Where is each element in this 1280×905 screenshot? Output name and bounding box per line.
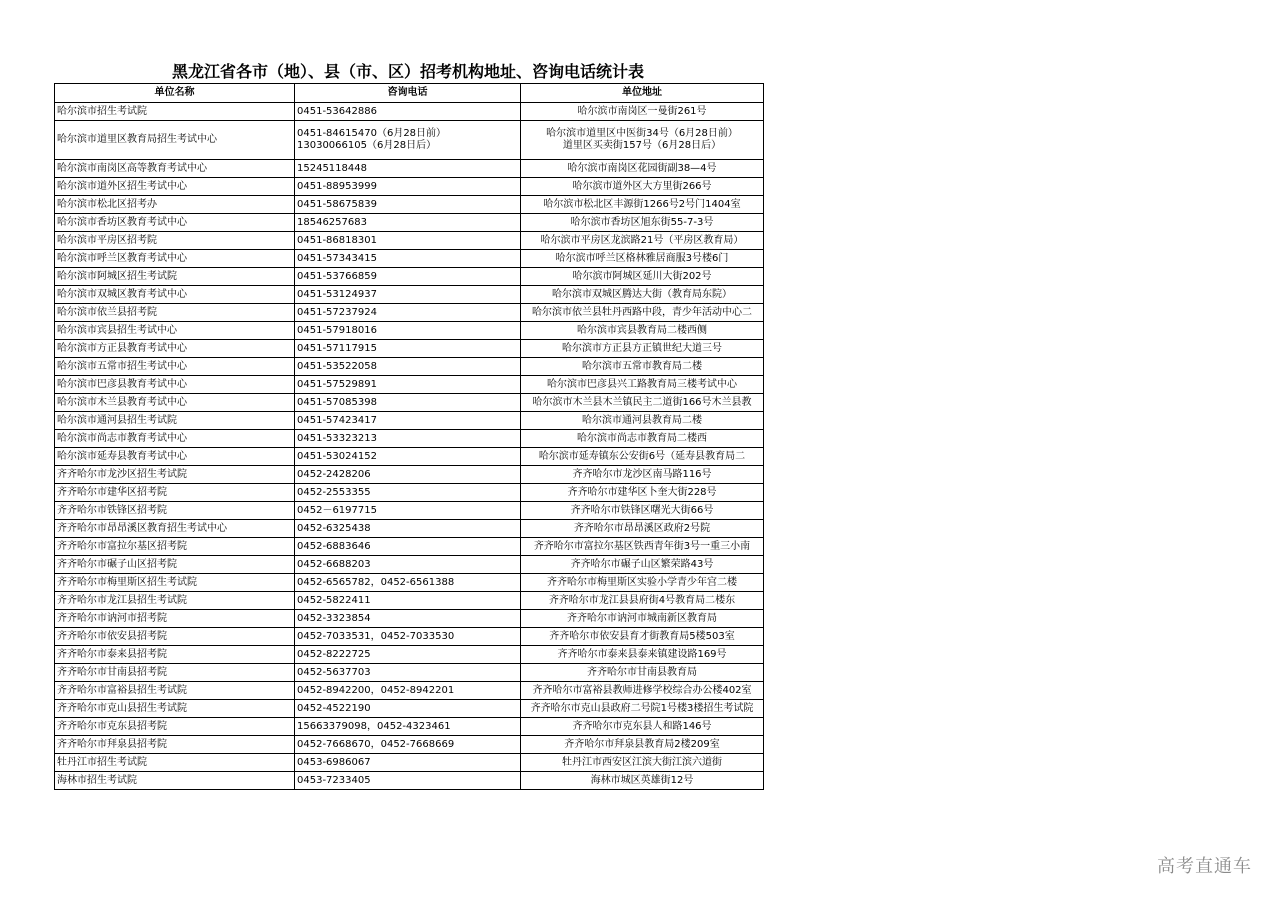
phone-cell: 15663379098，0452-4323461	[295, 718, 521, 736]
address-cell: 齐齐哈尔市龙江县县府街4号教育局二楼东	[521, 592, 764, 610]
unit-name-cell: 齐齐哈尔市甘南县招考院	[55, 664, 295, 682]
phone-cell: 0451-53642886	[295, 103, 521, 121]
address-cell: 哈尔滨市平房区龙滨路21号（平房区教育局）	[521, 232, 764, 250]
table-row	[55, 286, 764, 304]
unit-name-cell: 齐齐哈尔市富拉尔基区招考院	[55, 538, 295, 556]
unit-name-cell: 哈尔滨市道外区招生考试中心	[55, 178, 295, 196]
address-cell: 哈尔滨市宾县教育局二楼西侧	[521, 322, 764, 340]
address-cell: 海林市城区英雄街12号	[521, 772, 764, 790]
table-row	[55, 250, 764, 268]
table-row	[55, 574, 764, 592]
address-cell: 齐齐哈尔市梅里斯区实验小学青少年宫二楼	[521, 574, 764, 592]
phone-cell: 0452-3323854	[295, 610, 521, 628]
unit-name-cell: 齐齐哈尔市依安县招考院	[55, 628, 295, 646]
phone-cell: 0451-57423417	[295, 412, 521, 430]
header-unit-name: 单位名称	[55, 84, 295, 103]
unit-name-cell: 齐齐哈尔市昂昂溪区教育招生考试中心	[55, 520, 295, 538]
phone-cell: 0452-6325438	[295, 520, 521, 538]
unit-name-cell: 哈尔滨市松北区招考办	[55, 196, 295, 214]
table-row	[55, 394, 764, 412]
phone-cell: 0452-2553355	[295, 484, 521, 502]
unit-name-cell: 哈尔滨市道里区教育局招生考试中心	[55, 121, 295, 160]
address-cell: 齐齐哈尔市泰来县泰来镇建设路169号	[521, 646, 764, 664]
unit-name-cell: 哈尔滨市木兰县教育考试中心	[55, 394, 295, 412]
address-cell: 齐齐哈尔市讷河市城南新区教育局	[521, 610, 764, 628]
unit-name-cell: 齐齐哈尔市克东县招考院	[55, 718, 295, 736]
address-cell: 哈尔滨市南岗区花园街副38—4号	[521, 160, 764, 178]
address-cell: 齐齐哈尔市建华区卜奎大街228号	[521, 484, 764, 502]
unit-name-cell: 齐齐哈尔市建华区招考院	[55, 484, 295, 502]
address-cell: 哈尔滨市木兰县木兰镇民主二道街166号木兰县教	[521, 394, 764, 412]
phone-cell: 0451-57085398	[295, 394, 521, 412]
unit-name-cell: 齐齐哈尔市龙江县招生考试院	[55, 592, 295, 610]
unit-name-cell: 齐齐哈尔市泰来县招考院	[55, 646, 295, 664]
header-phone: 咨询电话	[295, 84, 521, 103]
address-cell: 哈尔滨市南岗区一曼街261号	[521, 103, 764, 121]
unit-name-cell: 哈尔滨市双城区教育考试中心	[55, 286, 295, 304]
table-row	[55, 196, 764, 214]
unit-name-cell: 海林市招生考试院	[55, 772, 295, 790]
phone-cell: 0451-84615470（6月28日前） 13030066105（6月28日后）	[295, 121, 521, 160]
table-body	[55, 103, 764, 790]
table-row	[55, 358, 764, 376]
address-cell: 齐齐哈尔市甘南县教育局	[521, 664, 764, 682]
unit-name-cell: 哈尔滨市五常市招生考试中心	[55, 358, 295, 376]
table-row	[55, 664, 764, 682]
phone-cell: 0452-7668670，0452-7668669	[295, 736, 521, 754]
table-row	[55, 556, 764, 574]
table-row	[55, 610, 764, 628]
unit-name-cell: 哈尔滨市尚志市教育考试中心	[55, 430, 295, 448]
table-row	[55, 304, 764, 322]
phone-cell: 0452-6565782，0452-6561388	[295, 574, 521, 592]
unit-name-cell: 哈尔滨市平房区招考院	[55, 232, 295, 250]
phone-cell: 0452－6197715	[295, 502, 521, 520]
address-cell: 哈尔滨市香坊区旭东街55-7-3号	[521, 214, 764, 232]
address-cell: 齐齐哈尔市碾子山区繁荣路43号	[521, 556, 764, 574]
table-row	[55, 520, 764, 538]
table-row	[55, 448, 764, 466]
table-row	[55, 232, 764, 250]
address-cell: 哈尔滨市五常市教育局二楼	[521, 358, 764, 376]
address-cell: 齐齐哈尔市富裕县教师进修学校综合办公楼402室	[521, 682, 764, 700]
header-address: 单位地址	[521, 84, 764, 103]
table-row	[55, 502, 764, 520]
table-row	[55, 718, 764, 736]
table-row	[55, 412, 764, 430]
phone-cell: 0452-7033531，0452-7033530	[295, 628, 521, 646]
phone-cell: 0451-57529891	[295, 376, 521, 394]
phone-cell: 0453-7233405	[295, 772, 521, 790]
address-cell: 牡丹江市西安区江滨大街江滨六道街	[521, 754, 764, 772]
unit-name-cell: 齐齐哈尔市龙沙区招生考试院	[55, 466, 295, 484]
table-row	[55, 628, 764, 646]
address-cell: 哈尔滨市延寿镇东公安街6号（延寿县教育局二	[521, 448, 764, 466]
address-cell: 齐齐哈尔市铁锋区曙光大街66号	[521, 502, 764, 520]
phone-cell: 0452-5822411	[295, 592, 521, 610]
table-row	[55, 538, 764, 556]
table-row	[55, 268, 764, 286]
table-header-row	[55, 84, 764, 103]
table-row	[55, 736, 764, 754]
phone-cell: 0452-6883646	[295, 538, 521, 556]
table-row	[55, 376, 764, 394]
unit-name-cell: 哈尔滨市宾县招生考试中心	[55, 322, 295, 340]
document-title: 黑龙江省各市（地）、县（市、区）招考机构地址、咨询电话统计表	[171, 62, 644, 81]
address-cell: 哈尔滨市依兰县牡丹西路中段，青少年活动中心二	[521, 304, 764, 322]
unit-name-cell: 齐齐哈尔市克山县招生考试院	[55, 700, 295, 718]
unit-name-cell: 齐齐哈尔市拜泉县招考院	[55, 736, 295, 754]
unit-name-cell: 齐齐哈尔市碾子山区招考院	[55, 556, 295, 574]
phone-cell: 0452-2428206	[295, 466, 521, 484]
address-cell: 齐齐哈尔市富拉尔基区铁西青年街3号一重三小南	[521, 538, 764, 556]
unit-name-cell: 齐齐哈尔市讷河市招考院	[55, 610, 295, 628]
address-cell: 哈尔滨市双城区腾达大街（教育局东院）	[521, 286, 764, 304]
address-cell: 哈尔滨市阿城区延川大街202号	[521, 268, 764, 286]
table-row	[55, 466, 764, 484]
unit-name-cell: 哈尔滨市通河县招生考试院	[55, 412, 295, 430]
address-cell: 哈尔滨市呼兰区格林雅居商服3号楼6门	[521, 250, 764, 268]
phone-cell: 0451-57237924	[295, 304, 521, 322]
table-row	[55, 592, 764, 610]
address-cell: 哈尔滨市方正县方正镇世纪大道三号	[521, 340, 764, 358]
address-cell: 哈尔滨市尚志市教育局二楼西	[521, 430, 764, 448]
address-cell: 哈尔滨市通河县教育局二楼	[521, 412, 764, 430]
table-row	[55, 754, 764, 772]
phone-cell: 0452-4522190	[295, 700, 521, 718]
table-row	[55, 430, 764, 448]
address-cell: 哈尔滨市道里区中医街34号（6月28日前） 道里区买卖街157号（6月28日后）	[521, 121, 764, 160]
phone-cell: 0451-58675839	[295, 196, 521, 214]
watermark-text: 高考直通车	[1157, 856, 1252, 877]
phone-cell: 18546257683	[295, 214, 521, 232]
unit-name-cell: 哈尔滨市巴彦县教育考试中心	[55, 376, 295, 394]
phone-cell: 0451-57918016	[295, 322, 521, 340]
table-row	[55, 772, 764, 790]
address-cell: 齐齐哈尔市克山县政府二号院1号楼3楼招生考试院	[521, 700, 764, 718]
table-row	[55, 121, 764, 160]
phone-cell: 0451-57117915	[295, 340, 521, 358]
contacts-table	[54, 83, 764, 790]
unit-name-cell: 哈尔滨市招生考试院	[55, 103, 295, 121]
table-row	[55, 178, 764, 196]
unit-name-cell: 牡丹江市招生考试院	[55, 754, 295, 772]
unit-name-cell: 哈尔滨市方正县教育考试中心	[55, 340, 295, 358]
address-cell: 哈尔滨市巴彦县兴工路教育局三楼考试中心	[521, 376, 764, 394]
address-cell: 齐齐哈尔市依安县育才街教育局5楼503室	[521, 628, 764, 646]
phone-cell: 0451-86818301	[295, 232, 521, 250]
unit-name-cell: 齐齐哈尔市富裕县招生考试院	[55, 682, 295, 700]
unit-name-cell: 哈尔滨市呼兰区教育考试中心	[55, 250, 295, 268]
address-cell: 齐齐哈尔市龙沙区南马路116号	[521, 466, 764, 484]
phone-cell: 0452-8942200，0452-8942201	[295, 682, 521, 700]
table-row	[55, 103, 764, 121]
table-row	[55, 322, 764, 340]
table-row	[55, 160, 764, 178]
phone-cell: 0452-8222725	[295, 646, 521, 664]
address-cell: 齐齐哈尔市克东县人和路146号	[521, 718, 764, 736]
phone-cell: 0451-53323213	[295, 430, 521, 448]
table-row	[55, 340, 764, 358]
table-row	[55, 214, 764, 232]
unit-name-cell: 齐齐哈尔市梅里斯区招生考试院	[55, 574, 295, 592]
unit-name-cell: 哈尔滨市延寿县教育考试中心	[55, 448, 295, 466]
table-row	[55, 700, 764, 718]
address-cell: 哈尔滨市松北区丰源街1266号2号门1404室	[521, 196, 764, 214]
address-cell: 齐齐哈尔市昂昂溪区政府2号院	[521, 520, 764, 538]
table-row	[55, 682, 764, 700]
unit-name-cell: 哈尔滨市阿城区招生考试院	[55, 268, 295, 286]
phone-cell: 0451-88953999	[295, 178, 521, 196]
unit-name-cell: 哈尔滨市依兰县招考院	[55, 304, 295, 322]
phone-cell: 0452-5637703	[295, 664, 521, 682]
phone-cell: 0453-6986067	[295, 754, 521, 772]
phone-cell: 0452-6688203	[295, 556, 521, 574]
phone-cell: 0451-53766859	[295, 268, 521, 286]
address-cell: 齐齐哈尔市拜泉县教育局2楼209室	[521, 736, 764, 754]
phone-cell: 0451-53522058	[295, 358, 521, 376]
unit-name-cell: 哈尔滨市香坊区教育考试中心	[55, 214, 295, 232]
phone-cell: 0451-53024152	[295, 448, 521, 466]
address-cell: 哈尔滨市道外区大方里街266号	[521, 178, 764, 196]
phone-cell: 15245118448	[295, 160, 521, 178]
table-row	[55, 484, 764, 502]
phone-cell: 0451-53124937	[295, 286, 521, 304]
phone-cell: 0451-57343415	[295, 250, 521, 268]
unit-name-cell: 哈尔滨市南岗区高等教育考试中心	[55, 160, 295, 178]
table-row	[55, 646, 764, 664]
unit-name-cell: 齐齐哈尔市铁锋区招考院	[55, 502, 295, 520]
